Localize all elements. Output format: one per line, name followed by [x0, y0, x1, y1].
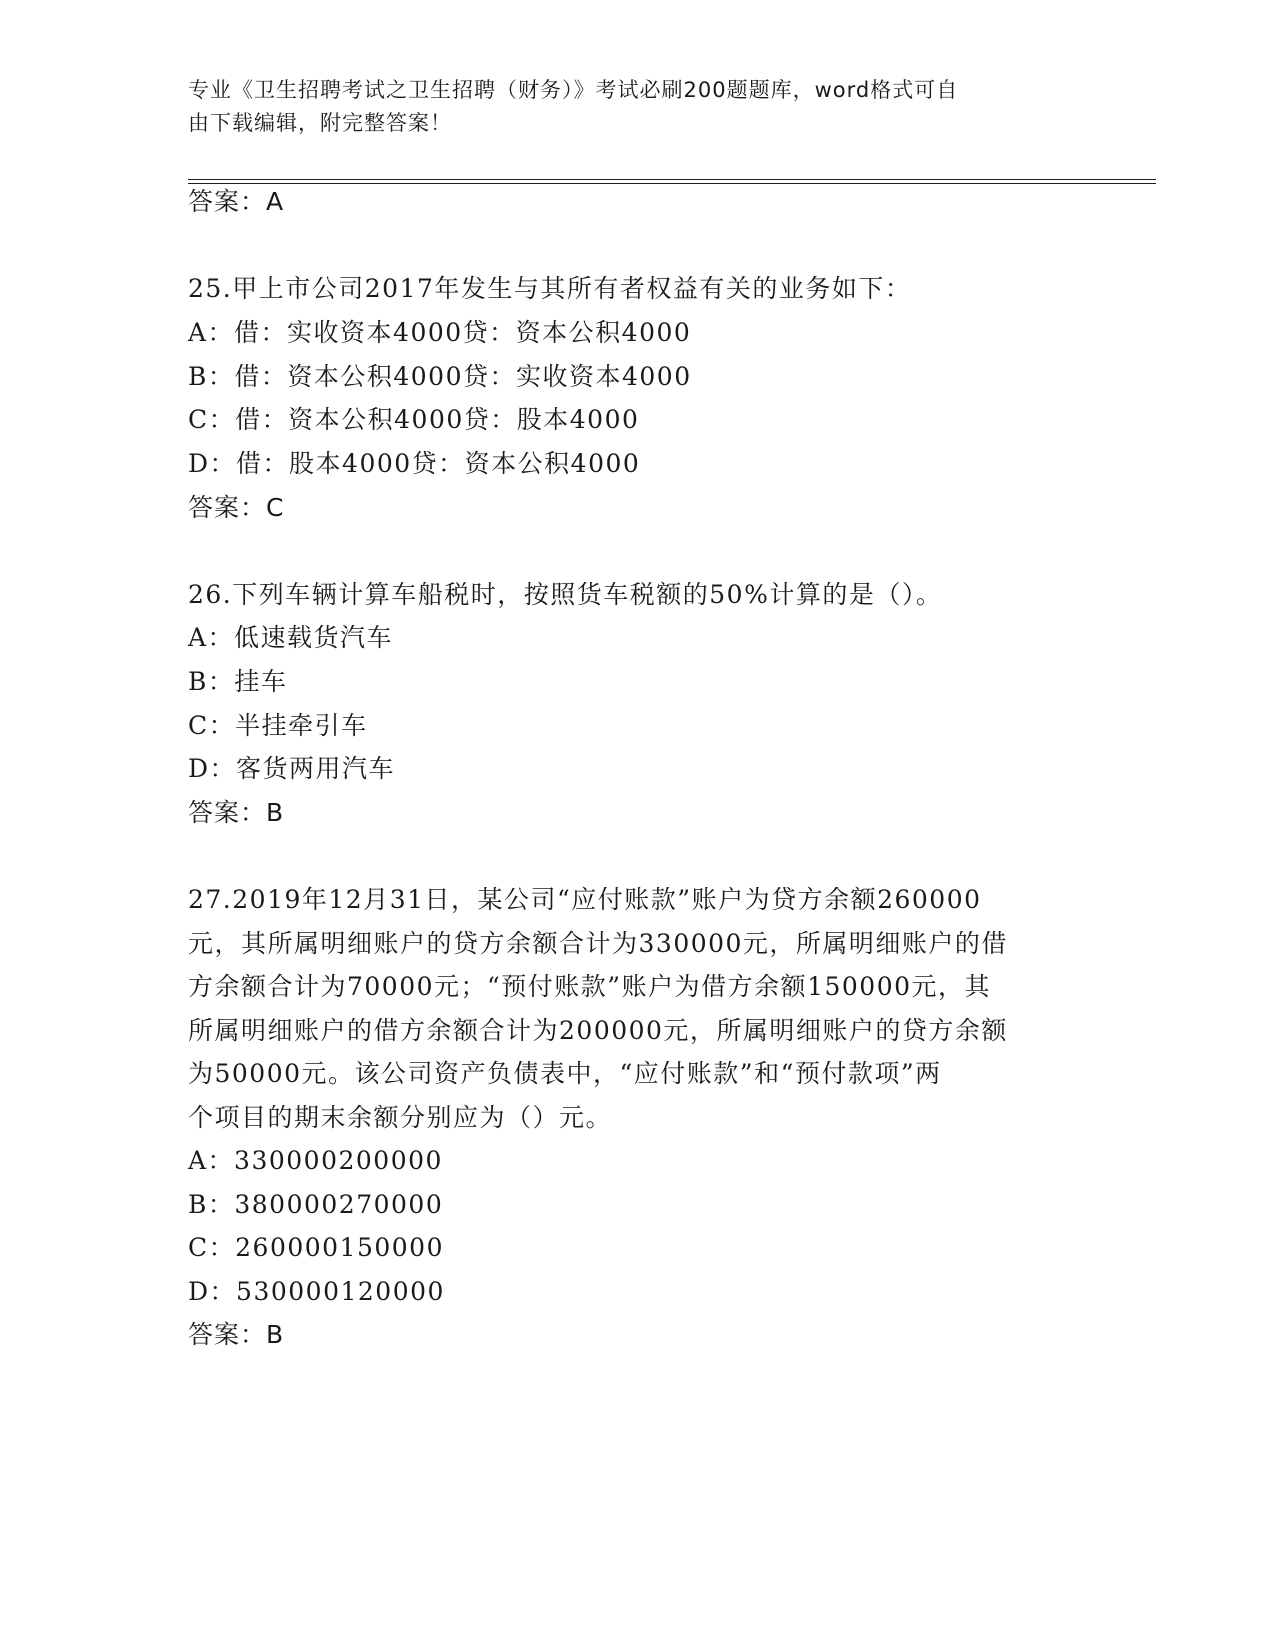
question-25-option-c: C：借：资本公积4000贷：股本4000: [188, 405, 640, 434]
previous-answer: 答案：A: [188, 187, 285, 216]
question-27-stem-line-6: 个项目的期末余额分别应为（）元。: [188, 1103, 613, 1132]
question-27-option-d: D：530000120000: [188, 1277, 445, 1306]
question-27-stem-line-3: 方余额合计为70000元；“预付账款”账户为借方余额150000元，其: [188, 972, 992, 1001]
header-title-line-1: 专业《卫生招聘考试之卫生招聘（财务）》考试必刷200题题库，word格式可自: [188, 78, 959, 102]
question-27-option-a: A：330000200000: [188, 1146, 443, 1175]
question-27-answer: 答案：B: [188, 1320, 285, 1349]
question-25-stem: 25.甲上市公司2017年发生与其所有者权益有关的业务如下：: [188, 274, 912, 303]
header-divider-top: [188, 179, 1156, 180]
question-26-stem: 26.下列车辆计算车船税时，按照货车税额的50%计算的是（）。: [188, 580, 943, 609]
question-27-option-b: B：380000270000: [188, 1190, 444, 1219]
question-26-answer: 答案：B: [188, 798, 285, 827]
question-26-option-d: D：客货两用汽车: [188, 754, 396, 783]
question-27-stem-line-5: 为50000元。该公司资产负债表中，“应付账款”和“预付款项”两: [188, 1059, 942, 1088]
question-27-stem-line-2: 元，其所属明细账户的贷方余额合计为330000元，所属明细账户的借: [188, 929, 1008, 958]
question-27-stem-line-1: 27.2019年12月31日，某公司“应付账款”账户为贷方余额260000: [188, 885, 982, 914]
header-divider-bottom: [188, 183, 1156, 184]
question-27-option-c: C：260000150000: [188, 1233, 444, 1262]
question-25-option-b: B：借：资本公积4000贷：实收资本4000: [188, 362, 692, 391]
document-header: [188, 74, 1068, 140]
question-25-answer: 答案：C: [188, 493, 285, 522]
question-27-stem-line-4: 所属明细账户的借方余额合计为200000元，所属明细账户的贷方余额: [188, 1016, 1008, 1045]
question-25-option-d: D：借：股本4000贷：资本公积4000: [188, 449, 641, 478]
question-25-option-a: A：借：实收资本4000贷：资本公积4000: [188, 318, 692, 347]
question-26-option-a: A：低速载货汽车: [188, 623, 394, 652]
question-26-option-b: B：挂车: [188, 667, 288, 696]
question-26-option-c: C：半挂牵引车: [188, 711, 368, 740]
header-title-line-2: 由下载编辑，附完整答案！: [188, 111, 452, 135]
